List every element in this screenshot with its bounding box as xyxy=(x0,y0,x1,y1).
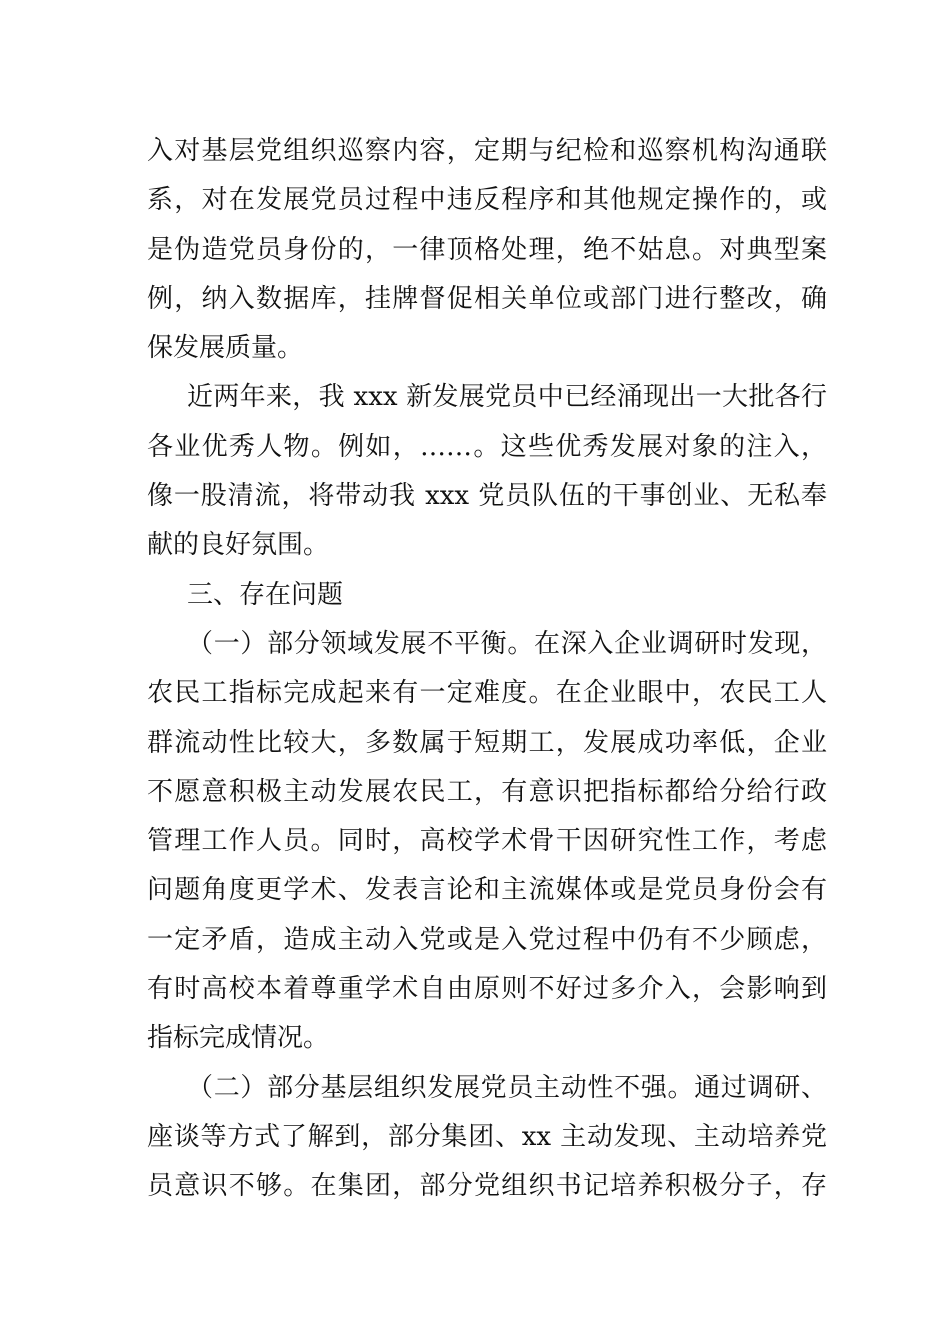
text-line: 一定矛盾，造成主动入党或是入党过程中仍有不少顾虑， xyxy=(147,924,827,955)
text-line: 问题角度更学术、发表言论和主流媒体或是党员身份会有 xyxy=(147,875,827,906)
section-heading: 三、存在问题 xyxy=(187,579,344,610)
text-line: 保发展质量。 xyxy=(147,333,304,364)
text-line: 群流动性比较大，多数属于短期工，发展成功率低，企业 xyxy=(147,727,827,758)
text-line: （二）部分基层组织发展党员主动性不强。通过调研、 xyxy=(187,1072,827,1103)
document-body xyxy=(147,127,827,1212)
text-line: （一）部分领域发展不平衡。在深入企业调研时发现， xyxy=(187,628,827,659)
text-line: 近两年来，我 xxx 新发展党员中已经涌现出一大批各行 xyxy=(187,382,827,413)
text-line: 各业优秀人物。例如，……。这些优秀发展对象的注入， xyxy=(147,431,827,462)
text-line: 不愿意积极主动发展农民工，有意识把指标都给分给行政 xyxy=(147,776,827,807)
text-line: 系，对在发展党员过程中违反程序和其他规定操作的，或 xyxy=(147,185,827,216)
text-line: 指标完成情况。 xyxy=(147,1023,330,1054)
text-line: 是伪造党员身份的，一律顶格处理，绝不姑息。对典型案 xyxy=(147,234,827,265)
text-line: 管理工作人员。同时，高校学术骨干因研究性工作，考虑 xyxy=(147,826,827,857)
text-line: 农民工指标完成起来有一定难度。在企业眼中，农民工人 xyxy=(147,678,827,709)
text-line: 像一股清流，将带动我 xxx 党员队伍的干事创业、无私奉 xyxy=(147,481,827,512)
text-line: 员意识不够。在集团，部分党组织书记培养积极分子，存 xyxy=(147,1171,827,1202)
text-line: 例，纳入数据库，挂牌督促相关单位或部门进行整改，确 xyxy=(147,283,827,314)
text-line: 座谈等方式了解到，部分集团、xx 主动发现、主动培养党 xyxy=(147,1121,827,1152)
text-line: 献的良好氛围。 xyxy=(147,530,330,561)
text-line: 有时高校本着尊重学术自由原则不好过多介入，会影响到 xyxy=(147,974,827,1005)
text-line: 入对基层党组织巡察内容，定期与纪检和巡察机构沟通联 xyxy=(147,136,827,166)
